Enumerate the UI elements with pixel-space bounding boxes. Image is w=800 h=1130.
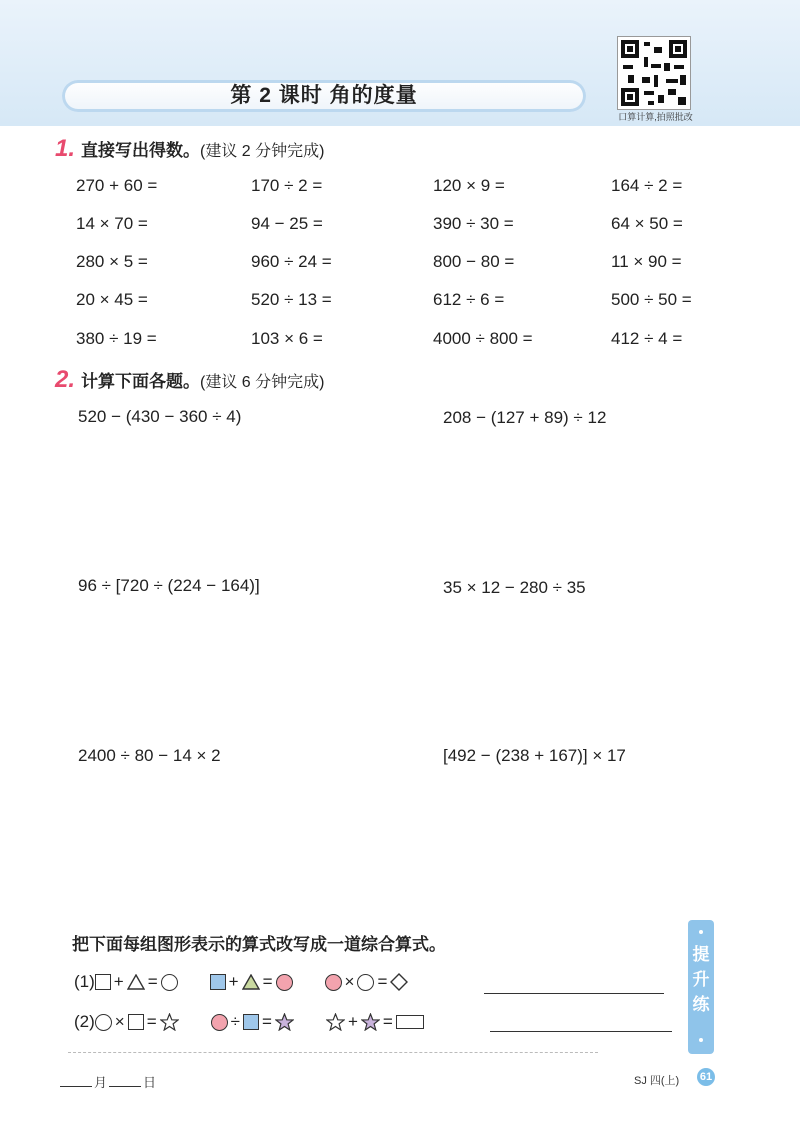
extension-row-2: (2) × = ÷ = + = bbox=[74, 1012, 424, 1032]
star-icon bbox=[326, 1013, 345, 1031]
oral-problem: 612 ÷ 6 = bbox=[433, 290, 505, 309]
oral-problem: 120 × 9 = bbox=[433, 176, 505, 195]
section1-heading bbox=[55, 135, 324, 163]
dot-icon bbox=[699, 1038, 703, 1042]
qr-caption: 口算计算,拍照批改 bbox=[618, 112, 693, 122]
oral-problem: 64 × 50 = bbox=[611, 214, 683, 233]
oral-problem: 4000 ÷ 800 = bbox=[433, 329, 533, 348]
green-triangle-icon bbox=[242, 974, 260, 990]
calc-problem: 520 − (430 − 360 ÷ 4) bbox=[78, 407, 242, 426]
extension-row-1: (1) + = + = × = bbox=[74, 972, 408, 992]
calc-problem: 35 × 12 − 280 ÷ 35 bbox=[443, 578, 586, 597]
blue-square-icon bbox=[210, 974, 226, 990]
section1-hint: (建议 2 分钟完成) bbox=[200, 143, 325, 160]
oral-problem: 800 − 80 = bbox=[433, 252, 515, 271]
purple-star-icon bbox=[275, 1013, 294, 1031]
oral-problem: 390 ÷ 30 = bbox=[433, 214, 514, 233]
square-icon bbox=[95, 974, 111, 990]
oral-problem: 94 − 25 = bbox=[251, 214, 323, 233]
oral-problem: 500 ÷ 50 = bbox=[611, 290, 692, 309]
calc-problem: 208 − (127 + 89) ÷ 12 bbox=[443, 408, 607, 427]
oral-problem: 270 + 60 = bbox=[76, 176, 158, 195]
star-icon bbox=[160, 1013, 179, 1031]
row2-label: (2) bbox=[74, 1012, 95, 1031]
triangle-icon bbox=[127, 974, 145, 990]
oral-problem: 14 × 70 = bbox=[76, 214, 148, 233]
oral-problem: 520 ÷ 13 = bbox=[251, 290, 332, 309]
pink-circle-icon bbox=[276, 974, 293, 991]
day-label: 日 bbox=[143, 1075, 157, 1090]
diamond-icon bbox=[390, 973, 408, 991]
calc-problem: [492 − (238 + 167)] × 17 bbox=[443, 746, 626, 765]
oral-problem: 412 ÷ 4 = bbox=[611, 329, 683, 348]
row1-label: (1) bbox=[74, 972, 95, 991]
rectangle-icon bbox=[396, 1015, 424, 1029]
page-title: 第 2 课时 角的度量 bbox=[230, 84, 418, 107]
oral-problem: 103 × 6 = bbox=[251, 329, 323, 348]
section1-title: 直接写出得数。 bbox=[81, 141, 201, 160]
oral-problem: 280 × 5 = bbox=[76, 252, 148, 271]
square-icon bbox=[128, 1014, 144, 1030]
section2-number: 2. bbox=[55, 366, 76, 393]
side-tab-label: 提 升 练 bbox=[692, 945, 710, 1014]
side-tab bbox=[688, 920, 714, 1054]
circle-icon bbox=[95, 1014, 112, 1031]
blue-square-icon bbox=[243, 1014, 259, 1030]
oral-problem: 170 ÷ 2 = bbox=[251, 176, 323, 195]
day-blank[interactable] bbox=[109, 1086, 141, 1087]
calc-problem: 96 ÷ [720 ÷ (224 − 164)] bbox=[78, 576, 260, 595]
dot-icon bbox=[699, 930, 703, 934]
pink-circle-icon bbox=[325, 974, 342, 991]
divider bbox=[68, 1052, 598, 1053]
pink-circle-icon bbox=[211, 1014, 228, 1031]
section1-number: 1. bbox=[55, 135, 76, 162]
section2-title: 计算下面各题。 bbox=[81, 372, 201, 391]
answer-line[interactable] bbox=[490, 1031, 672, 1032]
section2-hint: (建议 6 分钟完成) bbox=[200, 374, 325, 391]
section2-heading bbox=[55, 366, 324, 394]
page-number: 61 bbox=[697, 1068, 715, 1086]
month-label: 月 bbox=[94, 1075, 108, 1090]
date-field bbox=[58, 1072, 156, 1091]
purple-star-icon bbox=[361, 1013, 380, 1031]
oral-problem: 164 ÷ 2 = bbox=[611, 176, 683, 195]
title-bar bbox=[62, 80, 586, 112]
oral-problem: 11 × 90 = bbox=[611, 252, 682, 271]
oral-problem: 20 × 45 = bbox=[76, 290, 148, 309]
oral-problem: 380 ÷ 19 = bbox=[76, 329, 157, 348]
calc-problem: 2400 ÷ 80 − 14 × 2 bbox=[78, 746, 221, 765]
grade-label: SJ 四(上) bbox=[634, 1075, 680, 1087]
circle-icon bbox=[357, 974, 374, 991]
answer-line[interactable] bbox=[484, 993, 664, 994]
qr-code-icon bbox=[617, 36, 691, 110]
extension-title: 把下面每组图形表示的算式改写成一道综合算式。 bbox=[72, 935, 446, 954]
circle-icon bbox=[161, 974, 178, 991]
month-blank[interactable] bbox=[60, 1086, 92, 1087]
oral-problem: 960 ÷ 24 = bbox=[251, 252, 332, 271]
